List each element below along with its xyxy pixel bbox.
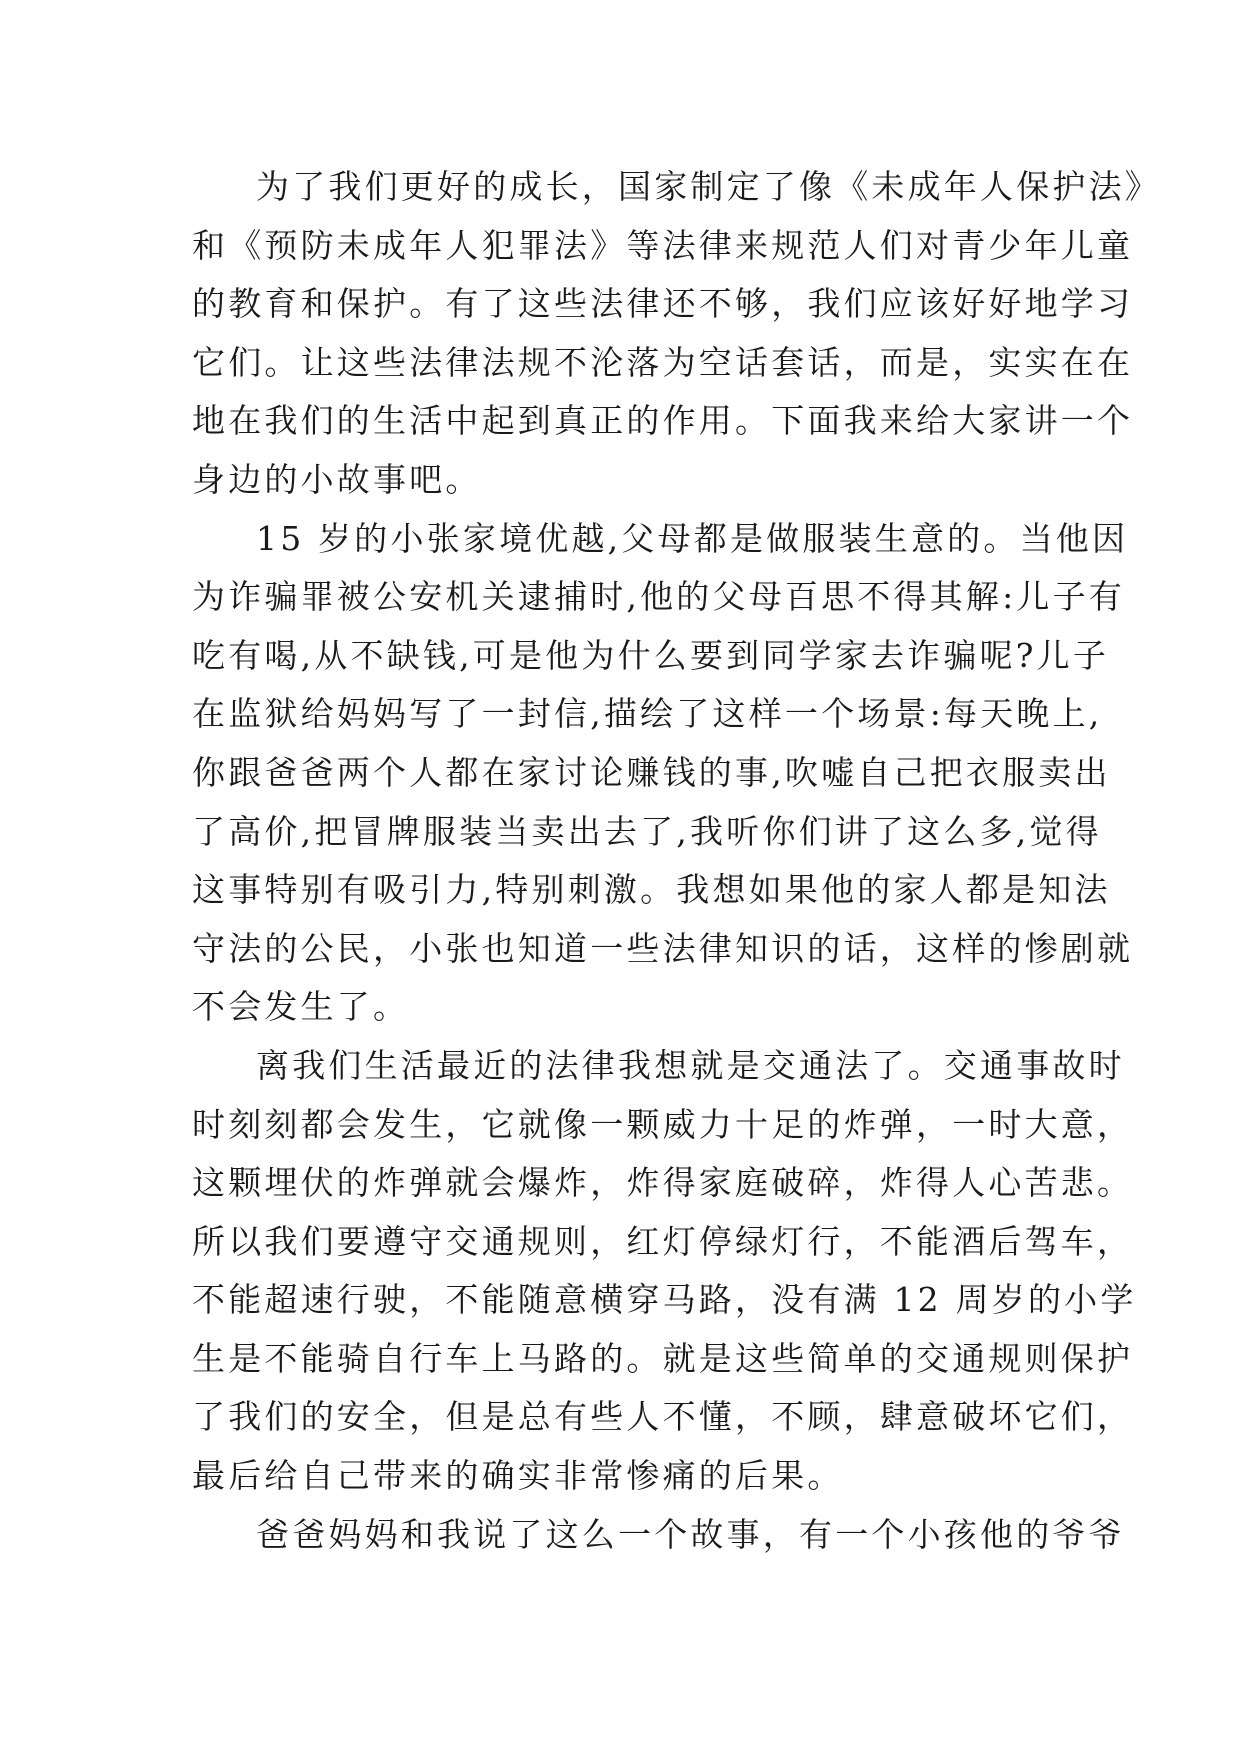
text-line: 守法的公民，小张也知道一些法律知识的话，这样的惨剧就 — [192, 928, 1134, 968]
text-line: 为诈骗罪被公安机关逮捕时,他的父母百思不得其解:儿子有 — [192, 577, 1126, 617]
text-line: 地在我们的生活中起到真正的作用。下面我来给大家讲一个 — [192, 401, 1134, 441]
text-line: 吃有喝,从不缺钱,可是他为什么要到同学家去诈骗呢?儿子 — [192, 635, 1110, 675]
text-line: 了我们的安全，但是总有些人不懂，不顾，肆意破坏它们， — [192, 1397, 1134, 1437]
document-body — [192, 158, 1161, 1564]
text-line: 和《预防未成年人犯罪法》等法律来规范人们对青少年儿童 — [192, 225, 1134, 265]
text-line: 离我们生活最近的法律我想就是交通法了。交通事故时 — [256, 1045, 1125, 1085]
text-line: 这事特别有吸引力,特别刺激。我想如果他的家人都是知法 — [192, 870, 1111, 910]
paragraph-2 — [192, 510, 1134, 1037]
text-line: 时刻刻都会发生，它就像一颗威力十足的炸弹，一时大意， — [192, 1104, 1134, 1144]
paragraph-3 — [192, 1037, 1137, 1506]
text-line: 你跟爸爸两个人都在家讨论赚钱的事,吹嘘自己把衣服卖出 — [192, 752, 1111, 792]
text-line: 身边的小故事吧。 — [192, 459, 482, 499]
text-line: 它们。让这些法律法规不沦落为空话套话，而是，实实在在 — [192, 342, 1134, 382]
text-line: 爸爸妈妈和我说了这么一个故事，有一个小孩他的爷爷 — [256, 1514, 1125, 1554]
text-line: 这颗埋伏的炸弹就会爆炸，炸得家庭破碎，炸得人心苦悲。 — [192, 1163, 1134, 1203]
text-line: 15 岁的小张家境优越,父母都是做服装生意的。当他因 — [256, 518, 1129, 558]
text-line: 为了我们更好的成长，国家制定了像《未成年人保护法》 — [256, 167, 1161, 206]
text-line: 了高价,把冒牌服装当卖出去了,我听你们讲了这么多,觉得 — [192, 811, 1102, 851]
text-line: 在监狱给妈妈写了一封信,描绘了这样一个场景:每天晚上, — [192, 694, 1103, 734]
text-line: 生是不能骑自行车上马路的。就是这些简单的交通规则保护 — [192, 1338, 1134, 1378]
paragraph-4 — [192, 1506, 1125, 1565]
text-line: 不能超速行驶，不能随意横穿马路，没有满 12 周岁的小学 — [192, 1280, 1137, 1320]
text-line: 最后给自己带来的确实非常惨痛的后果。 — [192, 1456, 844, 1496]
text-line: 所以我们要遵守交通规则，红灯停绿灯行，不能酒后驾车， — [192, 1221, 1134, 1261]
text-line: 的教育和保护。有了这些法律还不够，我们应该好好地学习 — [192, 284, 1134, 324]
text-line: 不会发生了。 — [192, 987, 410, 1027]
paragraph-1 — [192, 158, 1161, 510]
